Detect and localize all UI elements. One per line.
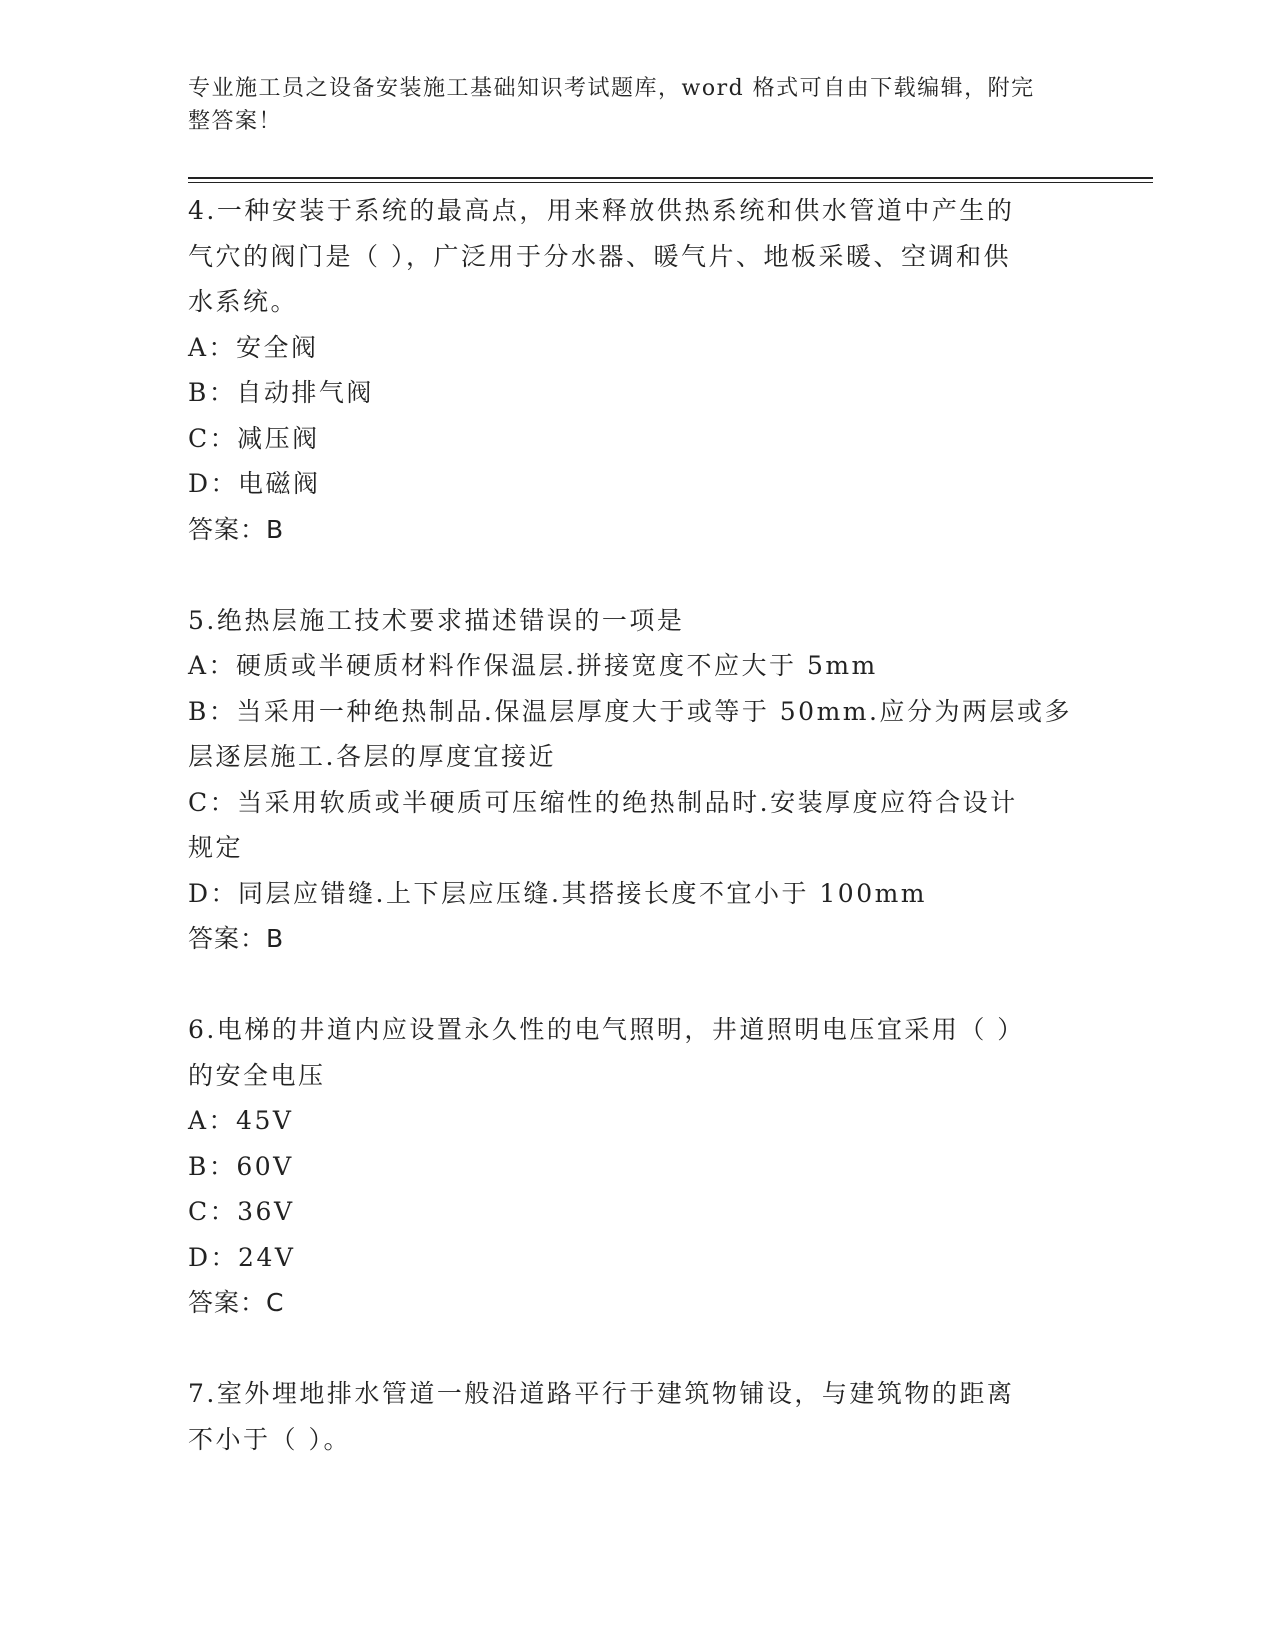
option-b: B：自动排气阀 xyxy=(188,378,374,407)
question-stem: 气穴的阀门是（ ），广泛用于分水器、暖气片、地板采暖、空调和供 xyxy=(188,241,1011,271)
question-4 xyxy=(188,188,1088,552)
header-divider-thin xyxy=(188,182,1153,183)
option-c-continued: 规定 xyxy=(188,833,244,862)
answer-label: 答案：C xyxy=(188,1288,285,1317)
header-line-2: 整答案！ xyxy=(188,109,283,134)
spacer xyxy=(188,552,1088,598)
option-b: B：当采用一种绝热制品.保温层厚度大于或等于 50mm.应分为两层或多 xyxy=(188,696,1072,726)
option-a: A：45V xyxy=(188,1106,294,1135)
document-header xyxy=(188,72,1068,138)
spacer xyxy=(188,1326,1088,1372)
question-stem: 的安全电压 xyxy=(188,1060,326,1090)
option-c: C：减压阀 xyxy=(188,423,320,453)
option-d: D：同层应错缝.上下层应压缝.其搭接长度不宜小于 100mm xyxy=(188,878,928,908)
answer-label: 答案：B xyxy=(188,924,285,953)
option-c: C：当采用软质或半硬质可压缩性的绝热制品时.安装厚度应符合设计 xyxy=(188,787,1018,817)
question-stem: 不小于（ ）。 xyxy=(188,1424,351,1454)
option-b: B：60V xyxy=(188,1151,294,1181)
option-a: A：硬质或半硬质材料作保温层.拼接宽度不应大于 5mm xyxy=(188,651,878,680)
question-7 xyxy=(188,1371,1088,1462)
option-a: A：安全阀 xyxy=(188,332,319,362)
question-stem: 7.室外埋地排水管道一般沿道路平行于建筑物铺设，与建筑物的距离 xyxy=(188,1379,1015,1408)
question-stem: 4.一种安装于系统的最高点，用来释放供热系统和供水管道中产生的 xyxy=(188,196,1015,225)
option-d: D：电磁阀 xyxy=(188,469,321,498)
answer-label: 答案：B xyxy=(188,514,285,544)
question-5 xyxy=(188,598,1088,962)
question-6 xyxy=(188,1007,1088,1326)
option-c: C：36V xyxy=(188,1197,295,1226)
question-stem: 6.电梯的井道内应设置永久性的电气照明，井道照明电压宜采用（ ） xyxy=(188,1015,1025,1044)
option-b-continued: 层逐层施工.各层的厚度宜接近 xyxy=(188,742,556,771)
question-list xyxy=(188,188,1088,1462)
option-d: D：24V xyxy=(188,1242,296,1272)
header-line-1: 专业施工员之设备安装施工基础知识考试题库，word 格式可自由下载编辑，附完 xyxy=(188,76,1035,101)
question-stem: 水系统。 xyxy=(188,287,299,316)
header-divider-thick xyxy=(188,177,1153,179)
spacer xyxy=(188,962,1088,1008)
question-stem: 5.绝热层施工技术要求描述错误的一项是 xyxy=(188,605,685,635)
